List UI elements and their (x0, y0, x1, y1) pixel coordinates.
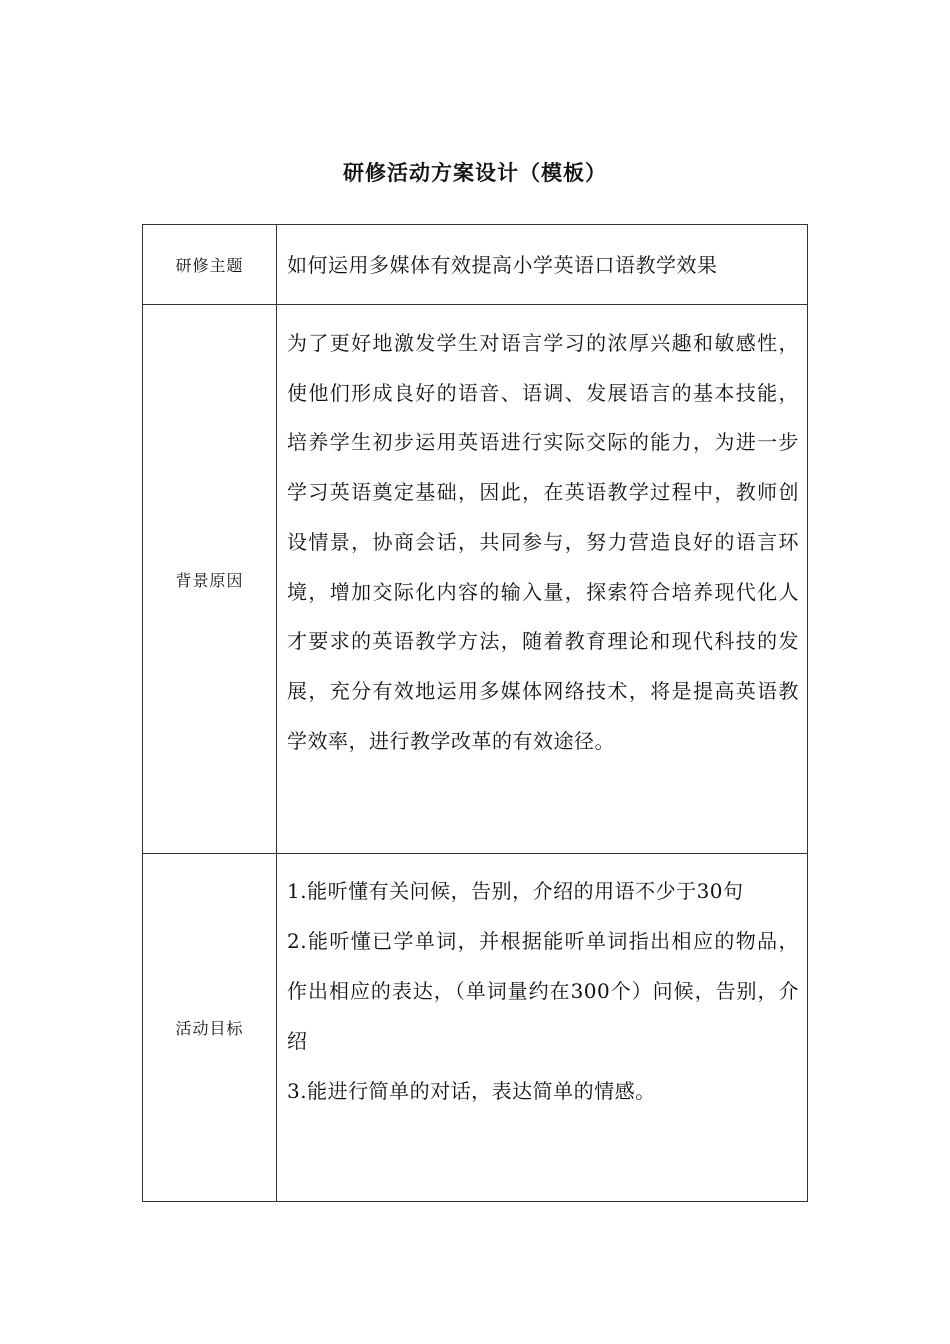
goals-content (277, 854, 808, 1202)
topic-content: 如何运用多媒体有效提高小学英语口语教学效果 (277, 225, 808, 305)
document-title: 研修活动方案设计（模板） (343, 160, 607, 185)
goal-item-3: 3.能进行简单的对话，表达简单的情感。 (287, 1079, 656, 1103)
goal-item-2: 2.能听懂已学单词，并根据能听单词指出相应的物品，作出相应的表达，（单词量约在300个）问候，告别，介绍 (287, 929, 799, 1053)
goal-item-1: 1.能听懂有关问候，告别，介绍的用语不少于30句 (287, 879, 744, 903)
background-content: 为了更好地激发学生对语言学习的浓厚兴趣和敏感性，使他们形成良好的语音、语调、发展语言的基本技能，培养学生初步运用英语进行实际交际的能力，为进一步学习英语奠定基础，因此，在英语教学过程中，教师创设情景，协商会话，共同参与，努力营造良好的语言环境，增加交际化内容的输入量，探索符合培养现代化人才要求的英语教学方法，随着教育理论和现代科技的发展，充分有效地运用多媒体网络技术，将是提高英语教学效率，进行教学改革的有效途径。 (277, 305, 808, 854)
table-row-topic (143, 225, 808, 305)
topic-label: 研修主题 (143, 225, 277, 305)
table-row-goals (143, 854, 808, 1202)
background-label: 背景原因 (143, 305, 277, 854)
plan-table (142, 224, 808, 1202)
goals-label: 活动目标 (143, 854, 277, 1202)
table-row-background (143, 305, 808, 854)
